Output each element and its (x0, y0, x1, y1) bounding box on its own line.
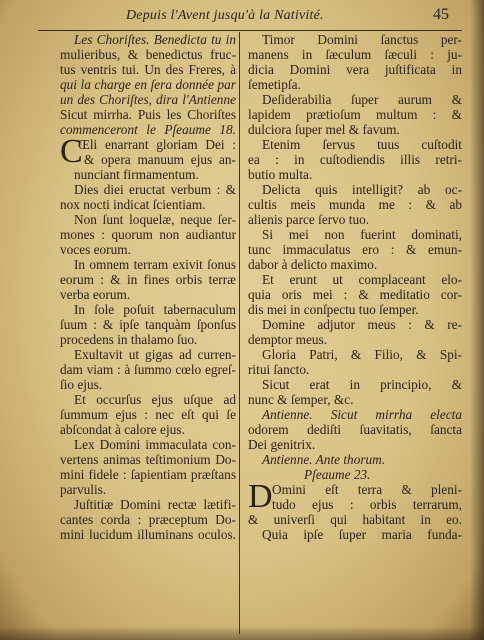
text-line: mini lucidum illuminans oculos. (60, 527, 236, 542)
text-line: quia oris mei : & meditatio cor- (248, 287, 462, 302)
text-line: mones : quorum non audiantur (60, 227, 236, 242)
text-line: In omnem terram exivit ſonus (74, 257, 236, 272)
text-line: Quia ipſe ſuper maria funda- (262, 527, 462, 542)
text-line: & univerſi qui habitant in eo. (248, 512, 462, 527)
text-line: commenceront le Pſeaume 18. (60, 122, 236, 137)
text-line: tudo ejus : orbis terrarum, (272, 497, 462, 512)
header-rule (38, 30, 462, 31)
text-line: Les Choriſtes. Benedicta tu in (74, 32, 236, 47)
text-line: dicia Domini vera juſtificata in (248, 62, 462, 77)
left-column (60, 32, 236, 542)
text-line: dulciora ſuper mel & favum. (248, 122, 400, 137)
text-line: Sicut mirrha. Puis les Choriſtes (60, 107, 236, 122)
text-line: Et erunt ut complaceant elo- (262, 272, 462, 287)
text-line: Dei genitrix. (248, 437, 316, 452)
text-line: In ſole poſuit tabernaculum (74, 302, 236, 317)
text-line: lapidem prætioſum multum : & (248, 107, 462, 122)
text-line: abſcondat à calore ejus. (60, 422, 185, 437)
text-line: manens in ſæculum ſæculi : ju- (248, 47, 462, 62)
text-line: parvulis. (60, 482, 107, 497)
text-line: Juſtitiæ Domini rectæ lætifi- (74, 497, 236, 512)
text-line: nunciant firmamentum. (74, 167, 199, 182)
drop-cap-paragraph (60, 133, 236, 170)
antiphon-line: Antienne. Sicut mirrha electa (262, 407, 462, 422)
text-line: demptor meus. (248, 332, 328, 347)
text-line: Delicta quis intelligit? ab oc- (262, 182, 462, 197)
text-line: qui la charge en ſera donnée par (60, 77, 236, 92)
text-line: tus ventris tui. Un des Freres, à (60, 62, 236, 77)
text-line: butio multa. (248, 167, 313, 182)
text-line: Si mei non fuerint dominati, (262, 227, 462, 242)
text-line: dis mei in conſpectu tuo ſemper. (248, 302, 419, 317)
text-line: Timor Domini ſanctus per- (262, 32, 462, 47)
text-line: nox nocti indicat ſcientiam. (60, 197, 206, 212)
text-line: ea : in cuſtodiendis illis retri- (248, 152, 462, 167)
text-line: mini fidele : ſapientiam præſtans (60, 467, 236, 482)
psalm-heading: Pſeaume 23. (304, 467, 371, 482)
drop-cap: C (60, 133, 83, 170)
text-line: dam viam : à ſummo cœlo egreſ- (60, 362, 236, 377)
drop-cap: D (248, 478, 273, 515)
text-line: cultis meis munda me : & ab (248, 197, 462, 212)
text-line: tunc immaculatus ero : & emun- (248, 242, 462, 257)
page-edge-shadow (470, 0, 484, 640)
text-line: procedens in thalamo ſuo. (60, 332, 198, 347)
text-line: Non ſunt loquelæ, neque ſer- (74, 212, 236, 227)
text-line: ſuum : & ipſe tanquàm ſponſus (60, 317, 236, 332)
text-line: mulieribus, & benedictus fruc- (60, 47, 236, 62)
text-line: & opera manuum ejus an- (84, 152, 236, 167)
text-line: Et occurſus ejus uſque ad (74, 392, 236, 407)
text-line: ſio ejus. (60, 377, 103, 392)
text-line: Gloria Patri, & Filio, & Spi- (262, 347, 462, 362)
text-line: Lex Domini immaculata con- (74, 437, 236, 452)
text-line: alienis parce ſervo tuo. (248, 212, 370, 227)
text-line: dabor à delicto maximo. (248, 257, 378, 272)
text-line: cantes corda : præceptum Do- (60, 512, 236, 527)
text-line: Domine adjutor meus : & re- (262, 317, 462, 332)
text-line: eorum : & in fines orbis terræ (60, 272, 236, 287)
page-number: 45 (433, 6, 449, 23)
page-bottom-shadow (0, 626, 484, 640)
right-column (248, 32, 462, 542)
text-line: odorem dediſti ſuavitatis, ſancta (248, 422, 462, 437)
text-line: Dies diei eructat verbum : & (74, 182, 236, 197)
text-line: verba eorum. (60, 287, 131, 302)
text-line: Sicut erat in principio, & (262, 377, 462, 392)
drop-cap-paragraph (248, 478, 462, 515)
antiphon-line: Antienne. Ante thorum. (262, 452, 386, 467)
text-line: Etenim ſervus tuus cuſtodit (262, 137, 462, 152)
running-header: Depuis l'Avent jusqu'à la Nativité. (126, 8, 324, 23)
column-divider (239, 32, 240, 634)
text-line: ſemetipſa. (248, 77, 301, 92)
text-line: ritui ſancto. (248, 362, 310, 377)
text-line: voces eorum. (60, 242, 131, 257)
text-line: un des Choriſtes, dira l'Antienne (60, 92, 236, 107)
text-line: nunc & ſemper, &c. (248, 392, 354, 407)
text-line: ſummum ejus : nec eſt qui ſe (60, 407, 236, 422)
text-line: Œli enarrant gloriam Dei : (78, 137, 236, 152)
text-line: Exultavit ut gigas ad curren- (74, 347, 236, 362)
text-line: vertens animas teſtimonium Do- (60, 452, 236, 467)
text-line: Omini eſt terra & pleni- (272, 482, 462, 497)
text-line: Deſiderabilia ſuper aurum & (262, 92, 462, 107)
